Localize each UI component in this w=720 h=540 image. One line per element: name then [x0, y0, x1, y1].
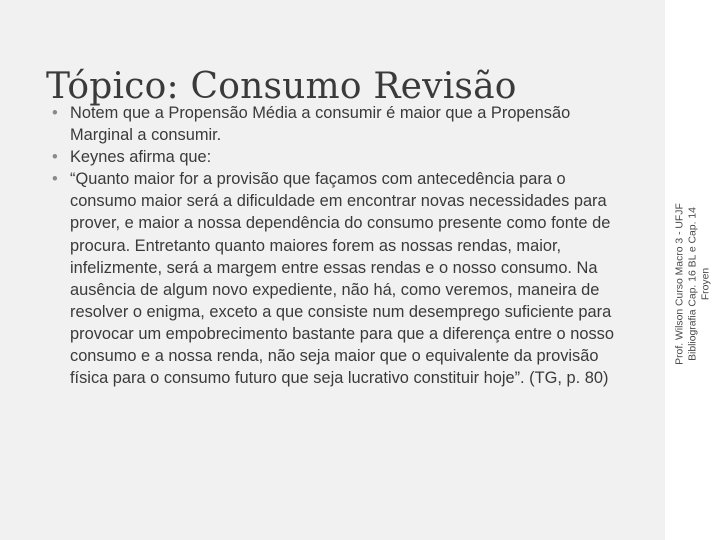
bullet-icon: •	[52, 170, 58, 189]
sidebar-caption-line: Prof. Wilson Curso Macro 3 - UFJF	[674, 203, 686, 365]
bullet-item	[52, 146, 630, 168]
bullet-text: Keynes afirma que:	[70, 148, 212, 167]
bullet-icon: •	[52, 148, 58, 167]
bullet-text: “Quanto maior for a provisão que façamos com antecedência para o consumo maior será a dificuldade em encontrar novas necessidades para prover, e maior a nossa dependência do consumo presente como fonte de procura. Entretanto quanto maiores forem as nossas rendas, maior, infelizmente, será a margem entre essas rendas e o nosso consumo. Na ausência de algum novo expediente, não há, como veremos, maneira de resolver o enigma, exceto a que consiste num desemprego suficiente para provocar um empobrecimento bastante para que a diferença entre o nosso consumo e a nossa renda, não seja maior que o equivalente da provisão física para o consumo futuro que seja lucrativo constituir hoje”. (TG, p. 80)	[70, 170, 614, 388]
side-divider	[665, 0, 667, 540]
bullet-list	[52, 102, 630, 389]
bullet-icon: •	[52, 104, 58, 122]
slide-title: Tópico: Consumo Revisão	[46, 66, 517, 108]
bullet-item	[52, 168, 630, 389]
sidebar-caption	[674, 74, 713, 494]
bullet-item	[52, 102, 630, 146]
sidebar-caption-line: Bibliografia Cap. 16 BL e Cap. 14	[687, 207, 699, 361]
sidebar-caption-line: Froyen	[700, 267, 712, 301]
bullet-text: Notem que a Propensão Média a consumir é maior que a Propensão Marginal a consumir.	[70, 104, 571, 145]
